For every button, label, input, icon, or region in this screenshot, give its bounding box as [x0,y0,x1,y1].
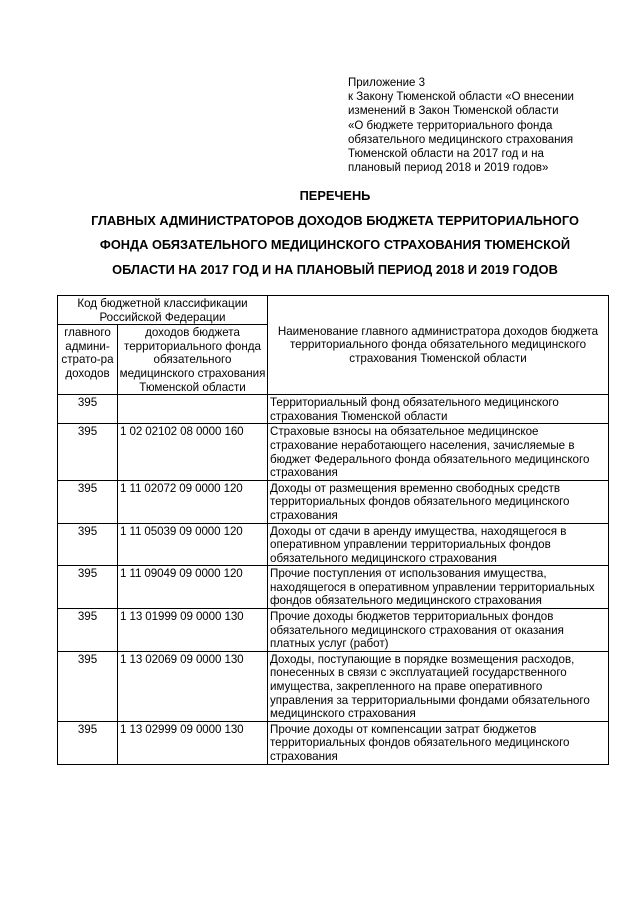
cell-income-code: 1 13 02999 09 0000 130 [118,721,268,764]
cell-income-code: 1 11 09049 09 0000 120 [118,566,268,609]
cell-administrator-name: Доходы от сдачи в аренду имущества, находящегося в оперативном управлении территориальных фондов обязательного медицинского страхования [268,523,609,566]
cell-admin-code: 395 [58,721,118,764]
cell-admin-code: 395 [58,480,118,523]
appendix-line: Тюменской области на 2017 год и на [348,148,544,161]
header-admin-code: главного админи-страто-ра доходов [58,325,118,395]
administrators-table [57,295,609,765]
cell-income-code: 1 13 02069 09 0000 130 [118,651,268,721]
table-row [58,651,609,721]
appendix-line: к Закону Тюменской области «О внесении [348,91,574,104]
table-row [58,566,609,609]
cell-admin-code: 395 [58,609,118,652]
table-row [58,424,609,480]
cell-administrator-name: Доходы, поступающие в порядке возмещения расходов, понесенных в связи с эксплуатацией государственного имущества, закрепленного на праве оперативного управления за территориальными фондами обязательного медицинского страхования [268,651,609,721]
document-title [40,184,630,282]
cell-admin-code: 395 [58,523,118,566]
cell-admin-code: 395 [58,651,118,721]
cell-admin-code: 395 [58,566,118,609]
cell-administrator-name: Прочие поступления от использования имущества, находящегося в оперативном управлении территориальных фондов обязательного медицинского страхования [268,566,609,609]
title-line: ПЕРЕЧЕНЬ [299,188,371,203]
cell-administrator-name: Страховые взносы на обязательное медицинское страхование неработающего населения, зачисляемые в бюджет Федерального фонда обязательного медицинского страхования [268,424,609,480]
header-income-code: доходов бюджета территориального фонда обязательного медицинского страхования Тюменской области [118,325,268,395]
appendix-line: Приложение 3 [348,77,426,89]
title-line: ОБЛАСТИ НА 2017 ГОД И НА ПЛАНОВЫЙ ПЕРИОД 2018 И 2019 ГОДОВ [112,261,558,277]
cell-income-code: 1 11 05039 09 0000 120 [118,523,268,566]
cell-administrator-name: Территориальный фонд обязательного медицинского страхования Тюменской области [268,395,609,424]
table-row [58,523,609,566]
appendix-line: «О бюджете территориального фонда [348,119,553,132]
table-row [58,480,609,523]
title-line: ГЛАВНЫХ АДМИНИСТРАТОРОВ ДОХОДОВ БЮДЖЕТА ТЕРРИТОРИАЛЬНОГО [91,212,579,228]
header-group-code: Код бюджетной классификации Российской Федерации [58,296,268,325]
cell-administrator-name: Прочие доходы от компенсации затрат бюджетов территориальных фондов обязательного медицинского страхования [268,721,609,764]
table-row [58,395,609,424]
table-row [58,721,609,764]
cell-admin-code: 395 [58,424,118,480]
cell-admin-code: 395 [58,395,118,424]
cell-administrator-name: Доходы от размещения временно свободных средств территориальных фондов обязательного медицинского страхования [268,480,609,523]
table-row [58,609,609,652]
appendix-line: плановый период 2018 и 2019 годов» [348,162,549,175]
cell-income-code: 1 11 02072 09 0000 120 [118,480,268,523]
appendix-line: изменений в Закон Тюменской области [348,105,559,118]
cell-income-code: 1 13 01999 09 0000 130 [118,609,268,652]
title-line: ФОНДА ОБЯЗАТЕЛЬНОГО МЕДИЦИНСКОГО СТРАХОВАНИЯ ТЮМЕНСКОЙ [99,237,571,252]
header-name: Наименование главного администратора доходов бюджета территориального фонда обязательного медицинского страхования Тюменской области [268,296,609,395]
cell-income-code [118,395,268,424]
appendix-note [348,76,610,175]
table-header-row [58,296,609,325]
appendix-line: обязательного медицинского страхования [348,133,574,146]
cell-administrator-name: Прочие доходы бюджетов территориальных фондов обязательного медицинского страхования от оказания платных услуг (работ) [268,609,609,652]
cell-income-code: 1 02 02102 08 0000 160 [118,424,268,480]
